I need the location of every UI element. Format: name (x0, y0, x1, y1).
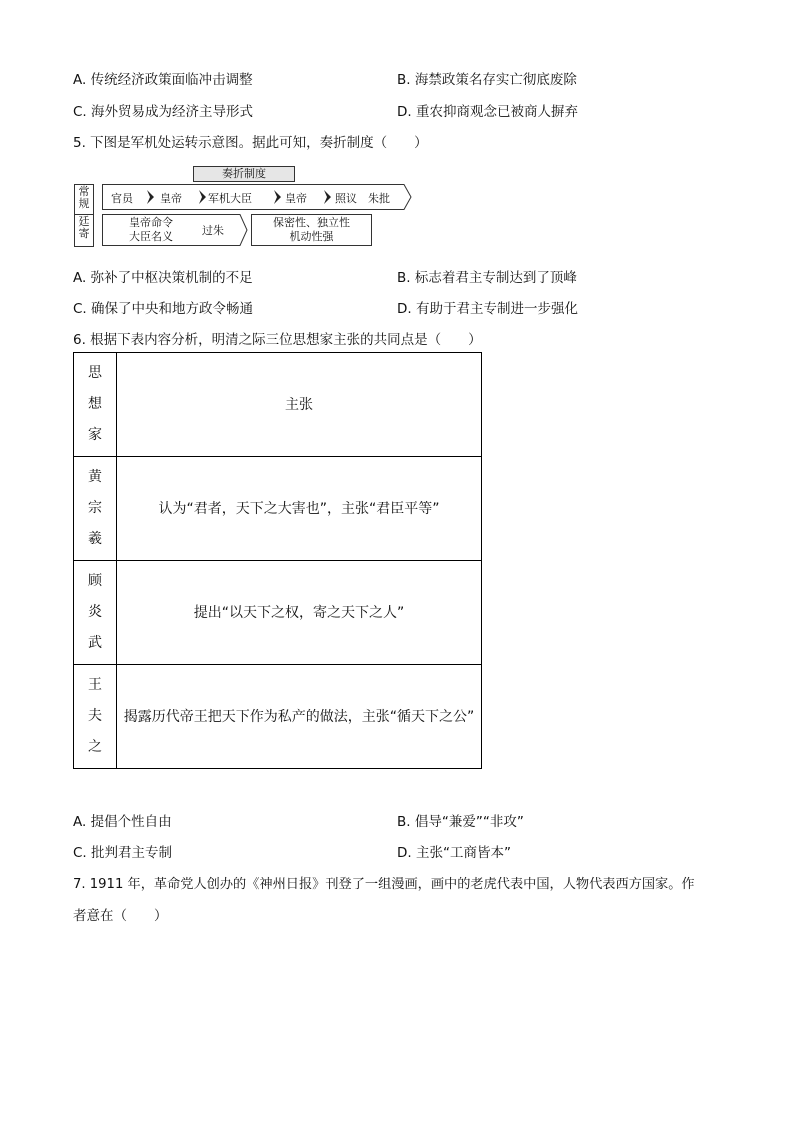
diagram-row2-mid: 过朱 (202, 224, 224, 237)
flow-step-emperor-1: 皇帝 (160, 192, 182, 205)
q6-stem: 6. 根据下表内容分析，明清之际三位思想家主张的共同点是（ ） (73, 332, 482, 348)
q4-option-a[interactable]: A. 传统经济政策面临冲击调整 (73, 72, 253, 88)
thinker-idea-wang: 揭露历代帝王把天下作为私产的做法，主张“循天下之公” (117, 665, 482, 769)
diagram-row2-result-line2: 机动性强 (289, 230, 334, 243)
diagram-row2-result-box (251, 214, 372, 246)
q7-stem-line1: 7. 1911 年，革命党人创办的《神州日报》刊登了一组漫画，画中的老虎代表中国，人物代表西方国家。作 (73, 877, 695, 892)
table-row (74, 665, 482, 769)
thinker-idea-huang: 认为“君者，天下之大害也”，主张“君臣平等” (117, 457, 482, 561)
q5-stem: 5. 下图是军机处运转示意图。据此可知，奏折制度（ ） (73, 135, 428, 151)
q6-option-d[interactable]: D. 主张“工商皆本” (397, 845, 511, 861)
q6-option-a[interactable]: A. 提倡个性自由 (73, 814, 172, 830)
flow-step-grand-council: 军机大臣 (208, 192, 252, 205)
table-header-row (74, 353, 482, 457)
diagram-row2-command: 皇帝命令 大臣名义 (129, 216, 173, 243)
thinker-idea-gu: 提出“以天下之权，寄之天下之人” (117, 561, 482, 665)
diagram-row1-label: 常 规 (74, 184, 94, 215)
header-thinker-cell: 思 想 家 (74, 353, 117, 457)
q7-stem-line2: 者意在（ ） (73, 908, 168, 924)
q5-option-c[interactable]: C. 确保了中央和地方政令畅通 (73, 301, 254, 317)
flow-step-official: 官员 (111, 192, 133, 205)
q5-option-b[interactable]: B. 标志着君主专制达到了顶峰 (397, 270, 577, 286)
q4-option-b[interactable]: B. 海禁政策名存实亡彻底废除 (397, 72, 577, 88)
q6-option-b[interactable]: B. 倡导“兼爱”“非攻” (397, 814, 524, 830)
flow-step-approval: 照议 朱批 (335, 192, 390, 205)
thinker-name-huang: 黄 宗 羲 (74, 457, 117, 561)
diagram-row2-label: 廷 寄 (74, 214, 94, 247)
table-row (74, 561, 482, 665)
q4-option-c[interactable]: C. 海外贸易成为经济主导形式 (73, 104, 254, 120)
q6-option-c[interactable]: C. 批判君主专制 (73, 845, 173, 861)
q5-option-d[interactable]: D. 有助于君主专制进一步强化 (397, 301, 578, 317)
thinker-name-gu: 顾 炎 武 (74, 561, 117, 665)
table-row (74, 457, 482, 561)
diagram-row2-result-line1: 保密性、独立性 (273, 216, 350, 229)
q4-option-d[interactable]: D. 重农抑商观念已被商人摒弃 (397, 104, 578, 120)
diagram-title: 奏折制度 (193, 166, 295, 182)
header-idea-cell: 主张 (117, 353, 482, 457)
q5-option-a[interactable]: A. 弥补了中枢决策机制的不足 (73, 270, 253, 286)
thinker-name-wang: 王 夫 之 (74, 665, 117, 769)
thinkers-table (73, 352, 482, 769)
flow-step-emperor-2: 皇帝 (285, 192, 307, 205)
